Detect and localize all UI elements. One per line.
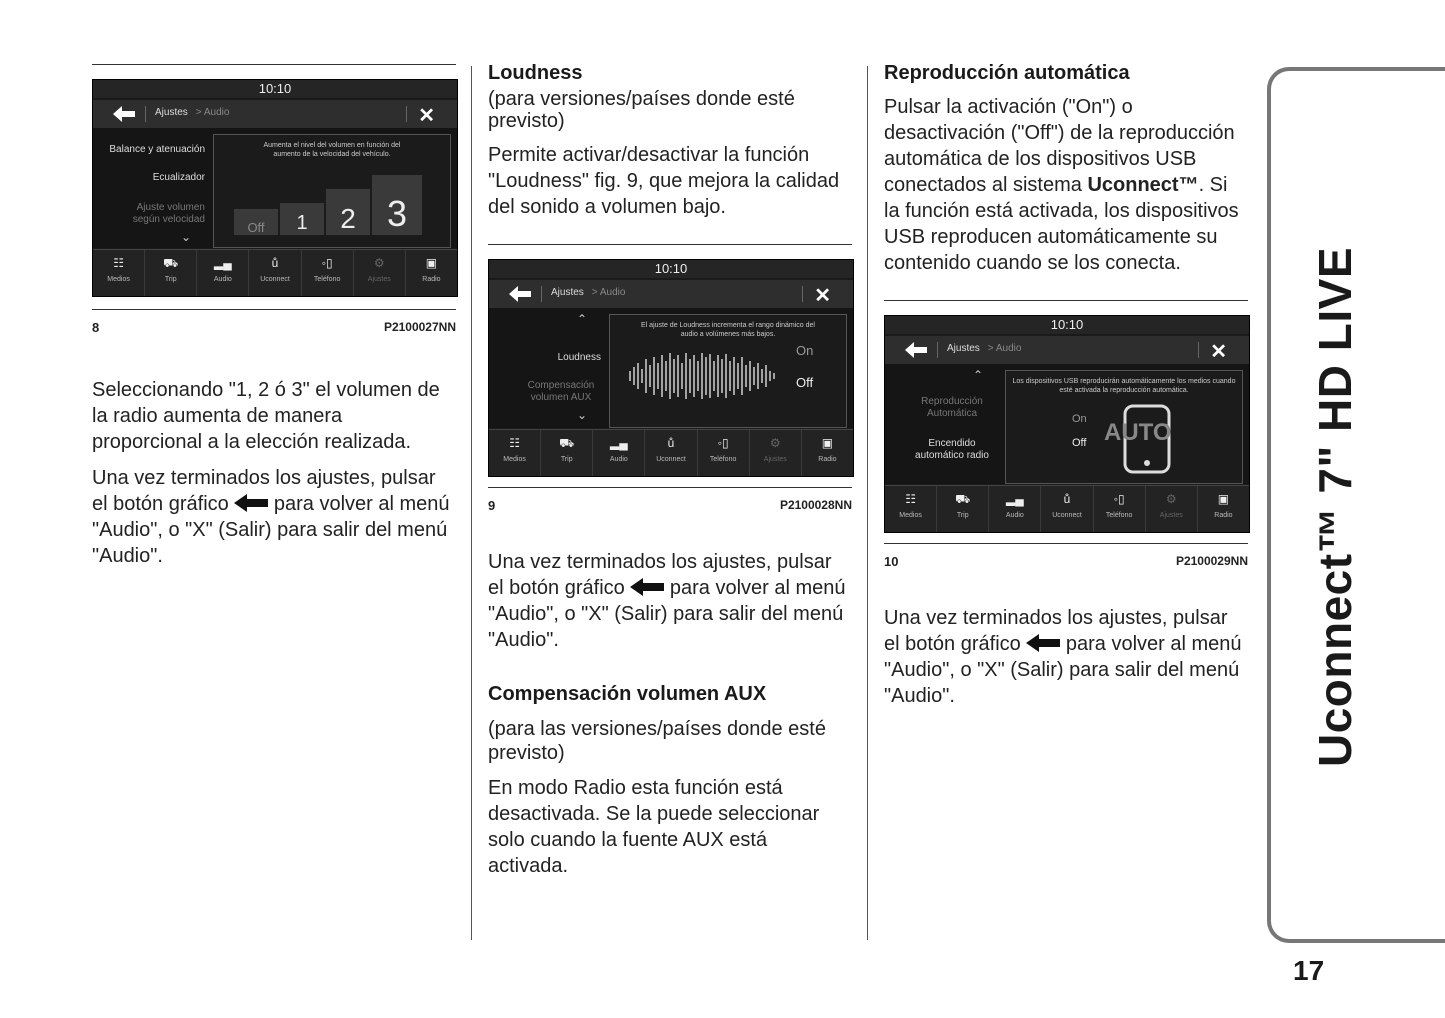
paragraph: Permite activar/desactivar la función "Loudness" fig. 9, que mejora la calidad del sonido a volumen bajo. bbox=[488, 144, 840, 218]
screen-note: El ajuste de Loudness incrementa el rango dinámico del audio a volúmenes más bajos. bbox=[641, 322, 815, 338]
uconnect-icon: ů bbox=[271, 256, 279, 270]
subheading: (para las versiones/países donde esté previsto) bbox=[488, 718, 826, 764]
figure-caption: 8 P2100027NN bbox=[92, 320, 456, 335]
rule bbox=[488, 487, 852, 488]
back-arrow-icon bbox=[113, 106, 135, 122]
paragraph: Una vez terminados los ajustes, pulsar el botón gráfico para volver al menú "Audio", o "X" (Salir) para salir del menú "Audio". bbox=[92, 467, 450, 567]
auto-label: AUTO bbox=[1104, 419, 1172, 446]
car-icon: ⛟ bbox=[163, 256, 179, 270]
radio-icon: ▣ bbox=[821, 436, 834, 450]
menu-item: Ajuste volumen según velocidad bbox=[132, 202, 205, 225]
subheading: (para versiones/países donde esté previsto) bbox=[488, 88, 795, 132]
back-arrow-icon bbox=[630, 578, 664, 596]
uconnect-icon: ů bbox=[1063, 492, 1071, 506]
column-3 bbox=[884, 60, 1248, 709]
menu-item: Encendido automático radio bbox=[915, 438, 989, 461]
screen-clock: 10:10 bbox=[93, 80, 457, 98]
paragraph: En modo Radio esta función está desactivada. Se la puede seleccionar solo cuando la fuente AUX está activada. bbox=[488, 777, 820, 877]
screen-header bbox=[93, 100, 457, 128]
column-divider bbox=[471, 66, 472, 940]
column-2 bbox=[488, 60, 852, 879]
back-arrow-icon bbox=[1026, 634, 1060, 652]
menu-item: Reproducción Automática bbox=[921, 396, 983, 419]
option-1: 1 bbox=[280, 203, 324, 235]
chevron-up-icon: ⌃ bbox=[577, 312, 588, 326]
option-on: On bbox=[796, 343, 814, 358]
figure-caption: 9 P2100028NN bbox=[488, 498, 852, 513]
media-icon: ☷ bbox=[113, 256, 124, 270]
rule bbox=[92, 309, 456, 310]
menu-item: Loudness bbox=[557, 352, 601, 363]
rule bbox=[488, 244, 852, 245]
column-1 bbox=[92, 60, 456, 569]
rule bbox=[92, 64, 456, 65]
heading-aux: Compensación volumen AUX bbox=[488, 683, 767, 705]
heading-loudness: Loudness bbox=[488, 62, 583, 84]
media-icon: ☷ bbox=[905, 492, 916, 506]
column-divider bbox=[867, 66, 868, 940]
radio-icon: ▣ bbox=[425, 256, 438, 270]
menu-item: Ecualizador bbox=[152, 172, 205, 183]
close-icon: ✕ bbox=[418, 105, 435, 127]
gear-icon: ⚙ bbox=[1165, 492, 1177, 506]
car-icon: ⛟ bbox=[559, 436, 575, 450]
audio-bars-icon: ▂▄ bbox=[609, 436, 628, 450]
back-arrow-icon bbox=[509, 286, 531, 302]
audio-bars-icon: ▂▄ bbox=[1005, 492, 1024, 506]
screen-note: Los dispositivos USB reproducirán automáticamente los medios cuando esté activada la reproducción automática. bbox=[1012, 378, 1236, 394]
back-arrow-icon bbox=[905, 342, 927, 358]
car-icon: ⛟ bbox=[955, 492, 971, 506]
phone-icon: ◦▯ bbox=[717, 436, 729, 450]
rule bbox=[884, 543, 1248, 544]
gear-icon: ⚙ bbox=[373, 256, 385, 270]
paragraph: Seleccionando "1, 2 ó 3" el volumen de la radio aumenta de manera proporcional a la elección realizada. bbox=[92, 379, 440, 453]
option-off: Off bbox=[1072, 437, 1087, 449]
media-icon: ☷ bbox=[509, 436, 520, 450]
figure-10-screen: 10:10 Ajustes > Audio ✕ ⌃ Reproducción Automática Encendido automático radio Los dispositivos USB reproducirán automáticamente los medios cuando esté activada la reproducción automática. On Off AUTO ☷ Medios ⛟ Trip ▂▄ Audio ů Uconnect ◦▯ Teléfono ⚙ Ajustes ▣ Radio bbox=[884, 315, 1250, 533]
screen-nav-bar: ☷ Medios ⛟ Trip ▂▄ Audio ů Uconnect ◦▯ Teléfono ⚙ Ajustes ▣ Radio bbox=[93, 249, 457, 296]
screen-breadcrumb: Ajustes > Audio bbox=[947, 343, 1022, 354]
chapter-title: Uconnect™ 7" HD LIVE bbox=[1309, 247, 1361, 767]
paragraph: Una vez terminados los ajustes, pulsar el botón gráfico para volver al menú "Audio", o "X" (Salir) para salir del menú "Audio". bbox=[488, 551, 846, 651]
chevron-down-icon: ⌄ bbox=[181, 230, 192, 244]
heading-reproduccion: Reproducción automática bbox=[884, 62, 1130, 84]
option-on: On bbox=[1072, 413, 1087, 425]
paragraph: Pulsar la activación ("On") o desactivación ("Off") de la reproducción automática de los dispositivos USB conectados al sistema Uconnect™. Si la función está activada, los dispositivos USB reproducen automáticamente su contenido cuando se los conecta. bbox=[884, 96, 1239, 274]
gear-icon: ⚙ bbox=[769, 436, 781, 450]
menu-item: Balance y atenuación bbox=[109, 144, 205, 155]
radio-icon: ▣ bbox=[1217, 492, 1230, 506]
close-icon: ✕ bbox=[814, 285, 831, 307]
screen-breadcrumb: Ajustes > Audio bbox=[551, 287, 626, 298]
option-2: 2 bbox=[326, 189, 370, 235]
figure-caption: 10 P2100029NN bbox=[884, 554, 1248, 569]
chevron-down-icon: ⌄ bbox=[577, 408, 588, 422]
option-off: Off bbox=[796, 375, 814, 390]
uconnect-icon: ů bbox=[667, 436, 675, 450]
chevron-up-icon: ⌃ bbox=[973, 368, 984, 382]
page-number: 17 bbox=[1293, 955, 1325, 986]
screen-note: Aumenta el nivel del volumen en función del aumento de la velocidad del vehículo. bbox=[263, 142, 401, 158]
waveform-icon bbox=[626, 351, 780, 401]
phone-icon: ◦▯ bbox=[321, 256, 333, 270]
phone-icon: ◦▯ bbox=[1113, 492, 1125, 506]
figure-9-screen: 10:10 Ajustes > Audio ✕ ⌃ Loudness Compensación volumen AUX ⌄ El ajuste de Loudness incrementa el rango dinámico del audio a volúmenes más bajos. On Off ☷ Medios ⛟ Trip ▂▄ Audio ů Uconnect ◦▯ Teléfono ⚙ Ajustes ▣ Radio bbox=[488, 259, 854, 477]
figure-8-screen bbox=[92, 79, 458, 297]
back-arrow-icon bbox=[234, 494, 268, 512]
screen-clock: 10:10 bbox=[489, 260, 853, 278]
audio-bars-icon: ▂▄ bbox=[213, 256, 232, 270]
close-icon: ✕ bbox=[1210, 341, 1227, 363]
rule bbox=[884, 300, 1248, 301]
screen-breadcrumb: Ajustes > Audio bbox=[155, 107, 230, 118]
menu-item: Compensación volumen AUX bbox=[527, 380, 595, 403]
paragraph: Una vez terminados los ajustes, pulsar el botón gráfico para volver al menú "Audio", o "X" (Salir) para salir del menú "Audio". bbox=[884, 607, 1242, 707]
option-off: Off bbox=[234, 209, 278, 235]
screen-clock: 10:10 bbox=[885, 316, 1249, 334]
option-3: 3 bbox=[372, 175, 422, 235]
